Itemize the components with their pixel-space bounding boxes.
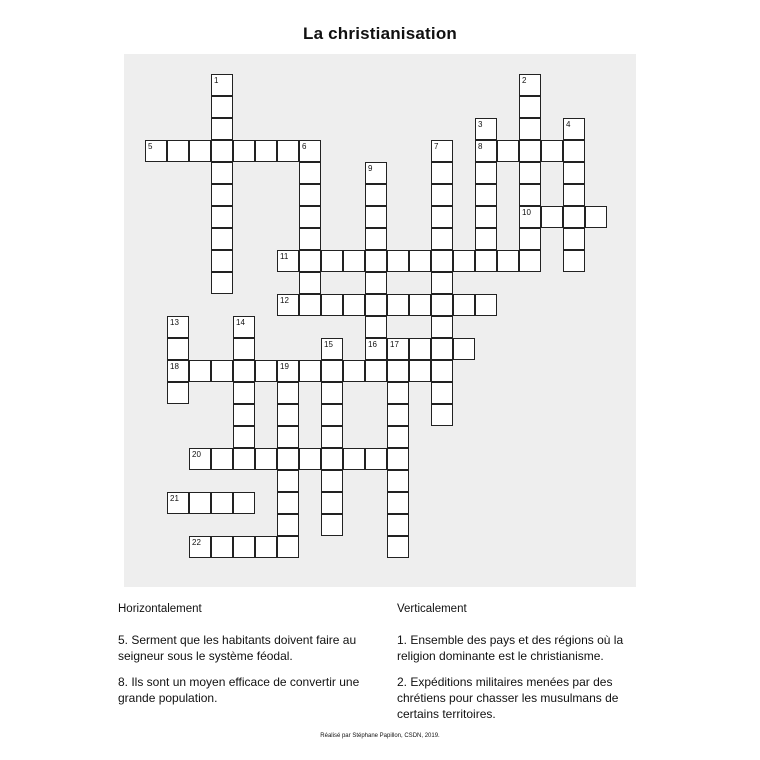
grid-cell[interactable]: [387, 294, 409, 316]
grid-cell[interactable]: [277, 426, 299, 448]
grid-cell[interactable]: [233, 426, 255, 448]
grid-cell[interactable]: [211, 118, 233, 140]
grid-cell[interactable]: [519, 140, 541, 162]
grid-cell[interactable]: [541, 140, 563, 162]
grid-cell[interactable]: [255, 140, 277, 162]
grid-cell[interactable]: [497, 250, 519, 272]
grid-cell[interactable]: [431, 360, 453, 382]
grid-cell[interactable]: [211, 206, 233, 228]
grid-cell[interactable]: [189, 536, 211, 558]
grid-cell[interactable]: [343, 448, 365, 470]
grid-cell[interactable]: [365, 228, 387, 250]
grid-cell[interactable]: [365, 448, 387, 470]
grid-cell[interactable]: [299, 272, 321, 294]
grid-cell[interactable]: [299, 448, 321, 470]
grid-cell[interactable]: [321, 426, 343, 448]
grid-cell[interactable]: [299, 294, 321, 316]
grid-cell[interactable]: [519, 96, 541, 118]
grid-cell[interactable]: [475, 118, 497, 140]
grid-cell[interactable]: [453, 250, 475, 272]
grid-cell[interactable]: [431, 162, 453, 184]
grid-cell[interactable]: [211, 184, 233, 206]
grid-cell[interactable]: [519, 162, 541, 184]
grid-cell[interactable]: [211, 448, 233, 470]
grid-cell[interactable]: [431, 272, 453, 294]
grid-cell[interactable]: [211, 492, 233, 514]
clue-number: 14: [236, 318, 245, 327]
grid-cell[interactable]: [211, 162, 233, 184]
grid-cell[interactable]: [277, 140, 299, 162]
grid-cell[interactable]: [519, 250, 541, 272]
grid-cell[interactable]: [145, 140, 167, 162]
grid-cell[interactable]: [387, 536, 409, 558]
grid-cell[interactable]: [321, 470, 343, 492]
grid-cell[interactable]: [277, 514, 299, 536]
grid-cell[interactable]: [563, 206, 585, 228]
down-clue-2: 2. Expéditions militaires menées par des chrétiens pour chasser les musulmans de certains territoires.: [397, 675, 619, 721]
grid-cell[interactable]: [233, 448, 255, 470]
grid-cell[interactable]: [497, 140, 519, 162]
grid-cell[interactable]: [167, 316, 189, 338]
grid-cell[interactable]: [299, 162, 321, 184]
grid-cell[interactable]: [475, 294, 497, 316]
grid-cell[interactable]: [321, 294, 343, 316]
grid-cell[interactable]: [563, 118, 585, 140]
clue-number: 1: [214, 76, 219, 85]
clue-number: 3: [478, 120, 483, 129]
grid-cell[interactable]: [475, 206, 497, 228]
down-heading: Verticalement: [397, 603, 467, 615]
across-clue-5: 5. Serment que les habitants doivent faire au seigneur sous le système féodal.: [118, 633, 357, 663]
grid-cell[interactable]: [167, 338, 189, 360]
grid-cell[interactable]: [409, 338, 431, 360]
grid-cell[interactable]: [321, 514, 343, 536]
grid-cell[interactable]: [475, 140, 497, 162]
grid-cell[interactable]: [387, 250, 409, 272]
across-clue-8: 8. Ils sont un moyen efficace de convertir une grande population.: [118, 675, 360, 705]
grid-cell[interactable]: [585, 206, 607, 228]
grid-cell[interactable]: [431, 338, 453, 360]
clue-number: 21: [170, 494, 179, 503]
grid-cell[interactable]: [233, 382, 255, 404]
grid-cell[interactable]: [563, 250, 585, 272]
grid-cell[interactable]: [431, 316, 453, 338]
grid-cell[interactable]: [277, 294, 299, 316]
grid-cell[interactable]: [255, 448, 277, 470]
grid-cell[interactable]: [189, 360, 211, 382]
clue-number: 4: [566, 120, 571, 129]
grid-cell[interactable]: [321, 404, 343, 426]
grid-cell[interactable]: [277, 470, 299, 492]
clue-number: 7: [434, 142, 439, 151]
grid-cell[interactable]: [519, 206, 541, 228]
grid-cell[interactable]: [211, 360, 233, 382]
clue-number: 17: [390, 340, 399, 349]
clue-number: 8: [478, 142, 483, 151]
grid-cell[interactable]: [563, 228, 585, 250]
grid-cell[interactable]: [233, 140, 255, 162]
clue-number: 6: [302, 142, 307, 151]
grid-cell[interactable]: [475, 250, 497, 272]
grid-cell[interactable]: [321, 448, 343, 470]
grid-cell[interactable]: [475, 162, 497, 184]
clue-number: 10: [522, 208, 531, 217]
grid-cell[interactable]: [563, 184, 585, 206]
clue-number: 13: [170, 318, 179, 327]
grid-cell[interactable]: [211, 74, 233, 96]
grid-cell[interactable]: [519, 74, 541, 96]
grid-cell[interactable]: [189, 140, 211, 162]
grid-cell[interactable]: [365, 184, 387, 206]
grid-cell[interactable]: [475, 228, 497, 250]
down-clue-1: 1. Ensemble des pays et des régions où la religion dominante est le christianisme.: [397, 633, 624, 663]
grid-cell[interactable]: [387, 338, 409, 360]
grid-cell[interactable]: [387, 470, 409, 492]
grid-cell[interactable]: [255, 536, 277, 558]
grid-cell[interactable]: [233, 360, 255, 382]
grid-cell[interactable]: [409, 250, 431, 272]
clue-number: 11: [280, 252, 289, 261]
grid-cell[interactable]: [519, 184, 541, 206]
grid-cell[interactable]: [409, 294, 431, 316]
grid-cell[interactable]: [431, 382, 453, 404]
grid-cell[interactable]: [409, 360, 431, 382]
grid-cell[interactable]: [387, 382, 409, 404]
grid-cell[interactable]: [211, 228, 233, 250]
grid-cell[interactable]: [277, 536, 299, 558]
grid-cell[interactable]: [321, 360, 343, 382]
clue-number: 16: [368, 340, 377, 349]
credit-footer: Réalisé par Stéphane Papillon, CSDN, 2019.: [320, 733, 440, 739]
clue-number: 20: [192, 450, 201, 459]
clue-number: 15: [324, 340, 333, 349]
grid-cell[interactable]: [431, 404, 453, 426]
grid-cell[interactable]: [321, 338, 343, 360]
grid-cell[interactable]: [387, 448, 409, 470]
grid-cell[interactable]: [233, 316, 255, 338]
grid-cell[interactable]: [299, 184, 321, 206]
grid-cell[interactable]: [387, 492, 409, 514]
grid-cell[interactable]: [167, 360, 189, 382]
grid-cell[interactable]: [431, 140, 453, 162]
grid-cell[interactable]: [343, 250, 365, 272]
grid-cell[interactable]: [365, 272, 387, 294]
grid-cell[interactable]: [299, 250, 321, 272]
grid-cell[interactable]: [387, 426, 409, 448]
grid-cell[interactable]: [475, 184, 497, 206]
grid-cell[interactable]: [321, 492, 343, 514]
clue-number: 9: [368, 164, 373, 173]
grid-cell[interactable]: [365, 206, 387, 228]
grid-cell[interactable]: [431, 250, 453, 272]
grid-cell[interactable]: [541, 206, 563, 228]
grid-cell[interactable]: [431, 228, 453, 250]
clue-number: 12: [280, 296, 289, 305]
grid-cell[interactable]: [277, 382, 299, 404]
grid-cell[interactable]: [255, 360, 277, 382]
grid-cell[interactable]: [365, 250, 387, 272]
grid-cell[interactable]: [431, 206, 453, 228]
grid-cell[interactable]: [167, 382, 189, 404]
grid-cell[interactable]: [387, 404, 409, 426]
grid-cell[interactable]: [299, 228, 321, 250]
grid-cell[interactable]: [321, 382, 343, 404]
grid-cell[interactable]: [277, 250, 299, 272]
grid-cell[interactable]: [211, 96, 233, 118]
grid-cell[interactable]: [277, 448, 299, 470]
grid-cell[interactable]: [211, 250, 233, 272]
grid-cell[interactable]: [299, 206, 321, 228]
grid-cell[interactable]: [233, 492, 255, 514]
grid-cell[interactable]: [365, 338, 387, 360]
grid-cell[interactable]: [321, 250, 343, 272]
grid-cell[interactable]: [563, 162, 585, 184]
grid-cell[interactable]: [189, 448, 211, 470]
grid-cell[interactable]: [299, 140, 321, 162]
grid-cell[interactable]: [233, 536, 255, 558]
grid-cell[interactable]: [343, 360, 365, 382]
grid-cell[interactable]: [431, 184, 453, 206]
grid-cell[interactable]: [365, 360, 387, 382]
crossword-grid: [124, 54, 636, 587]
clue-number: 18: [170, 362, 179, 371]
grid-cell[interactable]: [233, 404, 255, 426]
clue-number: 5: [148, 142, 153, 151]
grid-cell[interactable]: [519, 228, 541, 250]
grid-cell[interactable]: [453, 294, 475, 316]
grid-cell[interactable]: [365, 316, 387, 338]
across-heading: Horizontalement: [118, 603, 202, 615]
grid-cell[interactable]: [365, 162, 387, 184]
grid-cell[interactable]: [233, 338, 255, 360]
grid-cell[interactable]: [277, 404, 299, 426]
grid-cell[interactable]: [563, 140, 585, 162]
grid-cell[interactable]: [277, 360, 299, 382]
page-title: La christianisation: [302, 24, 457, 43]
grid-cell[interactable]: [211, 536, 233, 558]
grid-cell[interactable]: [387, 360, 409, 382]
grid-cell[interactable]: [299, 360, 321, 382]
grid-cell[interactable]: [519, 118, 541, 140]
grid-cell[interactable]: [365, 294, 387, 316]
clue-number: 2: [522, 76, 527, 85]
grid-cell[interactable]: [211, 272, 233, 294]
grid-cell[interactable]: [189, 492, 211, 514]
grid-cell[interactable]: [167, 140, 189, 162]
grid-cell[interactable]: [387, 514, 409, 536]
grid-cell[interactable]: [167, 492, 189, 514]
grid-cell[interactable]: [343, 294, 365, 316]
grid-cell[interactable]: [431, 294, 453, 316]
grid-cell[interactable]: [453, 338, 475, 360]
clue-number: 19: [280, 362, 289, 371]
clue-number: 22: [192, 538, 201, 547]
grid-cell[interactable]: [211, 140, 233, 162]
grid-cell[interactable]: [277, 492, 299, 514]
